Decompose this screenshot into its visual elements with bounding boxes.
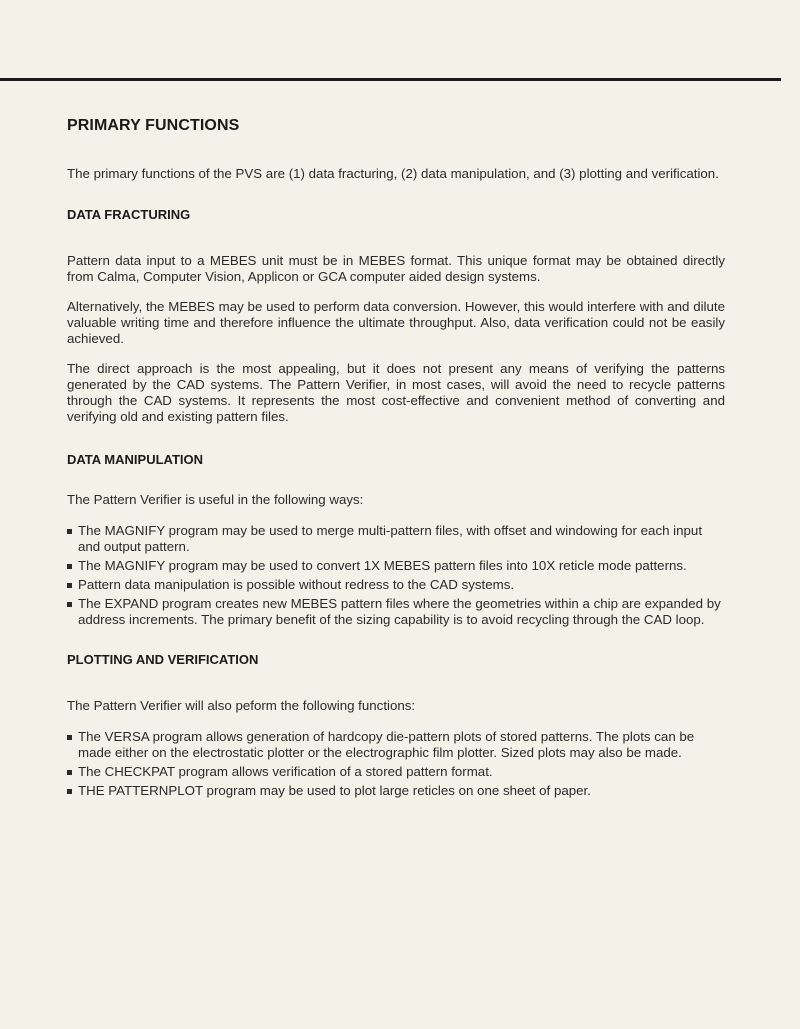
manipulation-intro: The Pattern Verifier is useful in the following ways: — [67, 492, 364, 507]
header-rule — [0, 78, 781, 81]
list-item-text: The EXPAND program creates new MEBES pattern files where the geometries within a chip are expanded by address increments. The primary benefit of the sizing capability is to avoid recycling through the CAD loop. — [78, 596, 721, 627]
page-title: PRIMARY FUNCTIONS — [67, 117, 240, 134]
bullet-icon — [67, 602, 72, 607]
list-item — [67, 596, 725, 628]
list-item — [67, 523, 725, 555]
section-heading-data-fracturing: DATA FRACTURING — [67, 207, 191, 222]
bullet-icon — [67, 789, 72, 794]
list-item-text: Pattern data manipulation is possible without redress to the CAD systems. — [78, 577, 515, 592]
plotting-list — [67, 729, 725, 799]
page-content — [67, 117, 725, 802]
bullet-icon — [67, 564, 72, 569]
list-item-text: The MAGNIFY program may be used to merge multi-pattern files, with offset and windowing for each input and output pattern. — [78, 523, 703, 554]
list-item — [67, 577, 725, 593]
bullet-icon — [67, 529, 72, 534]
fracturing-paragraph-1: Pattern data input to a MEBES unit must be in MEBES format. This unique format may be obtained directly from Calma, Computer Vision, Applicon or GCA computer aided design systems. — [67, 253, 725, 284]
bullet-icon — [67, 735, 72, 740]
manipulation-list — [67, 523, 725, 628]
list-item — [67, 729, 725, 761]
section-heading-data-manipulation: DATA MANIPULATION — [67, 452, 203, 467]
bullet-icon — [67, 770, 72, 775]
plotting-intro: The Pattern Verifier will also peform the following functions: — [67, 698, 416, 713]
fracturing-paragraph-3: The direct approach is the most appealing, but it does not present any means of verifying the patterns generated by the CAD systems. The Pattern Verifier, in most cases, will avoid the need to recycle patterns through the CAD systems. It represents the most cost-effective and convenient method of converting and verifying old and existing pattern files. — [67, 361, 725, 424]
section-heading-plotting: PLOTTING AND VERIFICATION — [67, 652, 259, 667]
fracturing-paragraph-2: Alternatively, the MEBES may be used to perform data conversion. However, this would interfere with and dilute valuable writing time and therefore influence the ultimate throughput. Also, data verification could not be easily achieved. — [67, 299, 725, 346]
bullet-icon — [67, 583, 72, 588]
list-item-text: The VERSA program allows generation of hardcopy die-pattern plots of stored patterns. The plots can be made either on the electrostatic plotter or the electrographic film plotter. Sized plots may also be made. — [78, 729, 695, 760]
list-item — [67, 558, 725, 574]
list-item — [67, 764, 725, 780]
list-item-text: The MAGNIFY program may be used to convert 1X MEBES pattern files into 10X reticle mode patterns. — [78, 558, 687, 573]
list-item — [67, 783, 725, 799]
list-item-text: The CHECKPAT program allows verification of a stored pattern format. — [78, 764, 493, 779]
intro-paragraph: The primary functions of the PVS are (1) data fracturing, (2) data manipulation, and (3) plotting and verification. — [67, 166, 719, 181]
list-item-text: THE PATTERNPLOT program may be used to plot large reticles on one sheet of paper. — [78, 783, 591, 798]
